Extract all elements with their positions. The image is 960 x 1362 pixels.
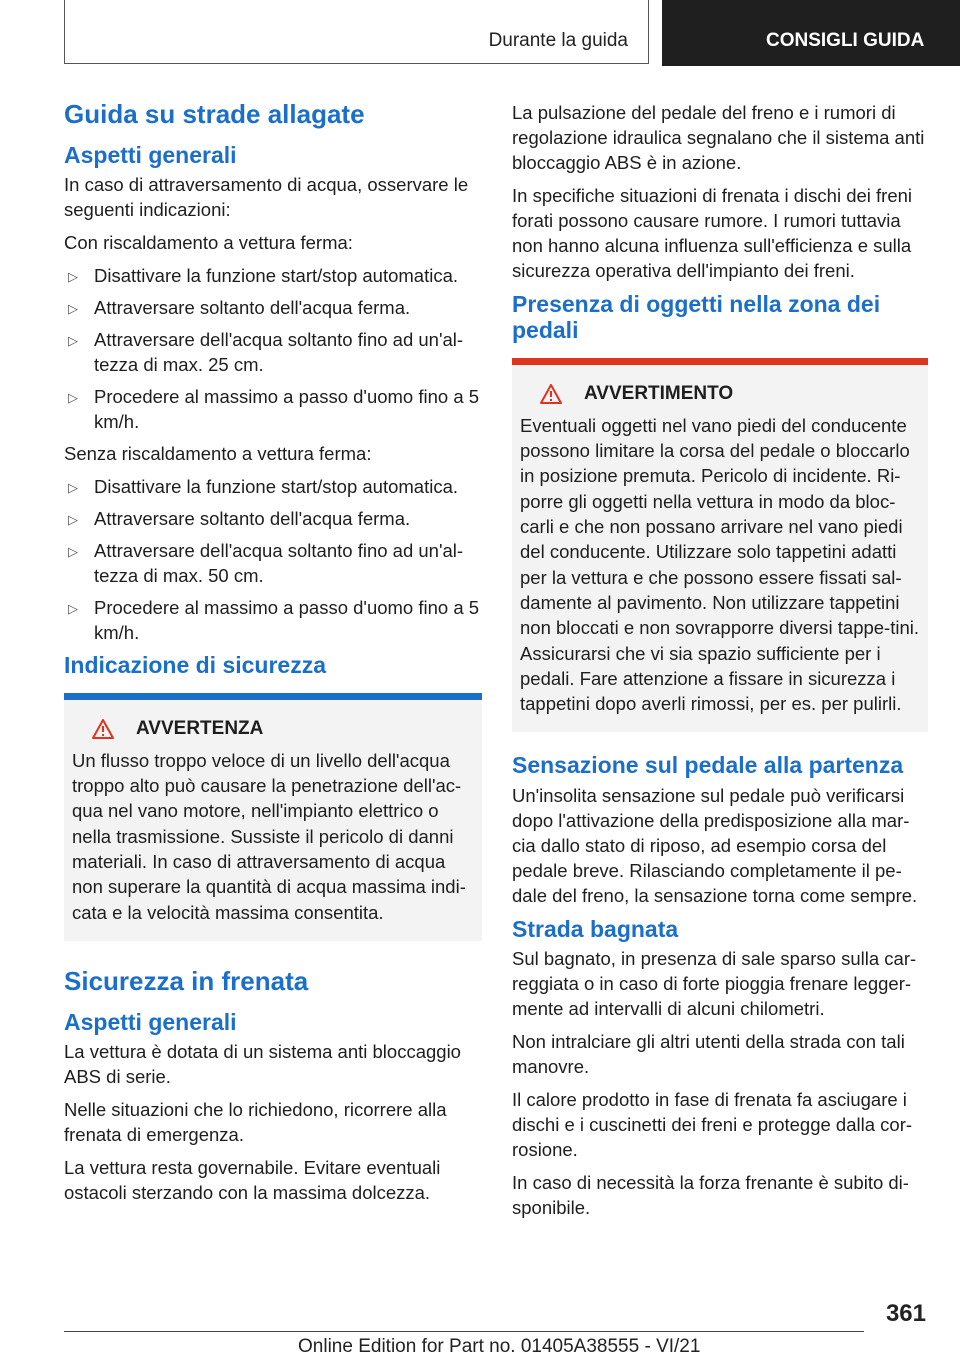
list-item: ▷ Procedere al massimo a passo d'uomo fino a 5 km/h. xyxy=(68,597,480,644)
subheading-safety-note: Indicazione di sicurezza xyxy=(64,652,327,679)
page-number: 361 xyxy=(885,1300,926,1327)
right-column xyxy=(512,100,928,1228)
subheading-wet-road: Strada bagnata xyxy=(512,915,679,942)
list-item: ▷ Attraversare soltanto dell'acqua ferma. xyxy=(64,506,482,531)
paragraph: La pulsazione del pedale del freno e i rumori di regolazione idraulica segnalano che il sistema anti bloccaggio ABS è in azione. xyxy=(512,102,925,173)
subheading-general-aspects: Aspetti generali xyxy=(64,1008,237,1035)
paragraph: Nelle situazioni che lo richiedono, ricorrere alla frenata di emergenza. xyxy=(64,1099,447,1146)
triangle-bullet-icon: ▷ xyxy=(68,333,78,349)
header-section-box xyxy=(64,0,649,64)
list-item: ▷ Disattivare la funzione start/stop automatica. xyxy=(64,263,482,288)
footer-edition: Online Edition for Part no. 01405A38555 - VI/21 xyxy=(298,1336,701,1357)
subheading-pedal-feel: Sensazione sul pedale alla partenza xyxy=(512,752,904,779)
list-item: ▷ Attraversare dell'acqua soltanto fino ad un'al-tezza di max. 25 cm. xyxy=(68,329,464,376)
triangle-bullet-icon: ▷ xyxy=(68,601,78,617)
paragraph: La vettura è dotata di un sistema anti bloccaggio ABS di serie. xyxy=(64,1041,461,1088)
triangle-bullet-icon: ▷ xyxy=(68,269,78,285)
bullet-list-unheated xyxy=(64,474,482,645)
triangle-bullet-icon: ▷ xyxy=(68,544,78,560)
left-column xyxy=(64,100,482,1213)
warning-triangle-icon xyxy=(540,384,562,404)
warning-text: Un flusso troppo veloce di un livello dell'acqua troppo alto può causare la penetrazione dell'ac-qua nel vano motore, nell'impianto elettrico o nella trasmissione. Sussiste il pericolo di danni materiali. In caso di attraversamento di acqua non superare la quantità di acqua massima indi-cata e la velocità massima consentita. xyxy=(72,749,466,923)
page-header xyxy=(0,0,960,66)
bullet-list-heated xyxy=(64,263,482,434)
subheading-objects-pedal-area: Presenza di oggetti nella zona dei pedali xyxy=(512,291,881,344)
warning-title: AVVERTIMENTO xyxy=(520,383,920,405)
heading-flooded-roads: Guida su strade allagate xyxy=(64,99,365,129)
header-section-title: Durante la guida xyxy=(488,30,628,51)
paragraph: Il calore prodotto in fase di frenata fa asciugare i dischi e i cuscinetti dei freni e protegge dalla cor-rosione. xyxy=(512,1089,913,1161)
paragraph: La vettura resta governabile. Evitare eventuali ostacoli sterzando con la massima dolcezza. xyxy=(64,1157,441,1204)
list-item: ▷ Disattivare la funzione start/stop automatica. xyxy=(64,474,482,499)
paragraph: Senza riscaldamento a vettura ferma: xyxy=(64,443,372,465)
warning-title: AVVERTENZA xyxy=(72,718,474,740)
paragraph: Non intralciare gli altri utenti della strada con tali manovre. xyxy=(512,1031,905,1078)
list-item: ▷ Procedere al massimo a passo d'uomo fino a 5 km/h. xyxy=(68,386,480,433)
header-chapter-tab: CONSIGLI GUIDA xyxy=(662,0,960,66)
heading-braking-safety: Sicurezza in frenata xyxy=(64,965,309,996)
paragraph: Un'insolita sensazione sul pedale può verificarsi dopo l'attivazione della predisposizione alla mar-cia dallo stato di riposo, ad esempio corsa del pedale breve. Rilasciando completamente il pe-dale del freno, la sensazione torna come sempre. xyxy=(512,784,918,906)
triangle-bullet-icon: ▷ xyxy=(68,512,78,528)
triangle-bullet-icon: ▷ xyxy=(68,390,78,406)
footer-divider xyxy=(64,1331,864,1332)
warning-triangle-icon xyxy=(92,719,114,739)
subheading-general-aspects: Aspetti generali xyxy=(64,141,237,168)
warning-box xyxy=(64,693,482,941)
paragraph: Sul bagnato, in presenza di sale sparso sulla car-reggiata o in caso di forte pioggia frenare legger-mente ad intervalli di alcuni chilometri. xyxy=(512,948,917,1020)
list-item: ▷ Attraversare dell'acqua soltanto fino ad un'al-tezza di max. 50 cm. xyxy=(68,540,464,587)
triangle-bullet-icon: ▷ xyxy=(68,480,78,496)
triangle-bullet-icon: ▷ xyxy=(68,301,78,317)
list-item: ▷ Attraversare soltanto dell'acqua ferma. xyxy=(64,295,482,320)
paragraph: In specifiche situazioni di frenata i dischi dei freni forati possono causare rumore. I rumori tuttavia non hanno alcuna influenza sull'efficienza e sulla sicurezza operativa dell'impianto dei freni. xyxy=(512,185,913,281)
paragraph: In caso di attraversamento di acqua, osservare le seguenti indicazioni: xyxy=(64,174,469,221)
paragraph: In caso di necessità la forza frenante è subito di-sponibile. xyxy=(512,1172,909,1219)
warning-box xyxy=(512,358,928,733)
paragraph: Con riscaldamento a vettura ferma: xyxy=(64,232,353,254)
warning-text: Eventuali oggetti nel vano piedi del conducente possono limitare la corsa del pedale o bloccarlo in posizione premuta. Pericolo di incidente. Ri-porre gli oggetti nella vettura in modo da bloc-carli e che non possano arrivare nel vano piedi del conducente. Utilizzare solo tappetini adatti per la vettura e che possono essere fissati sal-damente al pavimento. Non utilizzare tappetini non bloccati e non sovrapporre diversi tappe-tini. Assicurarsi che vi sia spazio sufficiente per i pedali. Fare attenzione a fissare in sicurezza i tappetini dopo averli rimossi, per es. per pulirli. xyxy=(520,414,920,715)
